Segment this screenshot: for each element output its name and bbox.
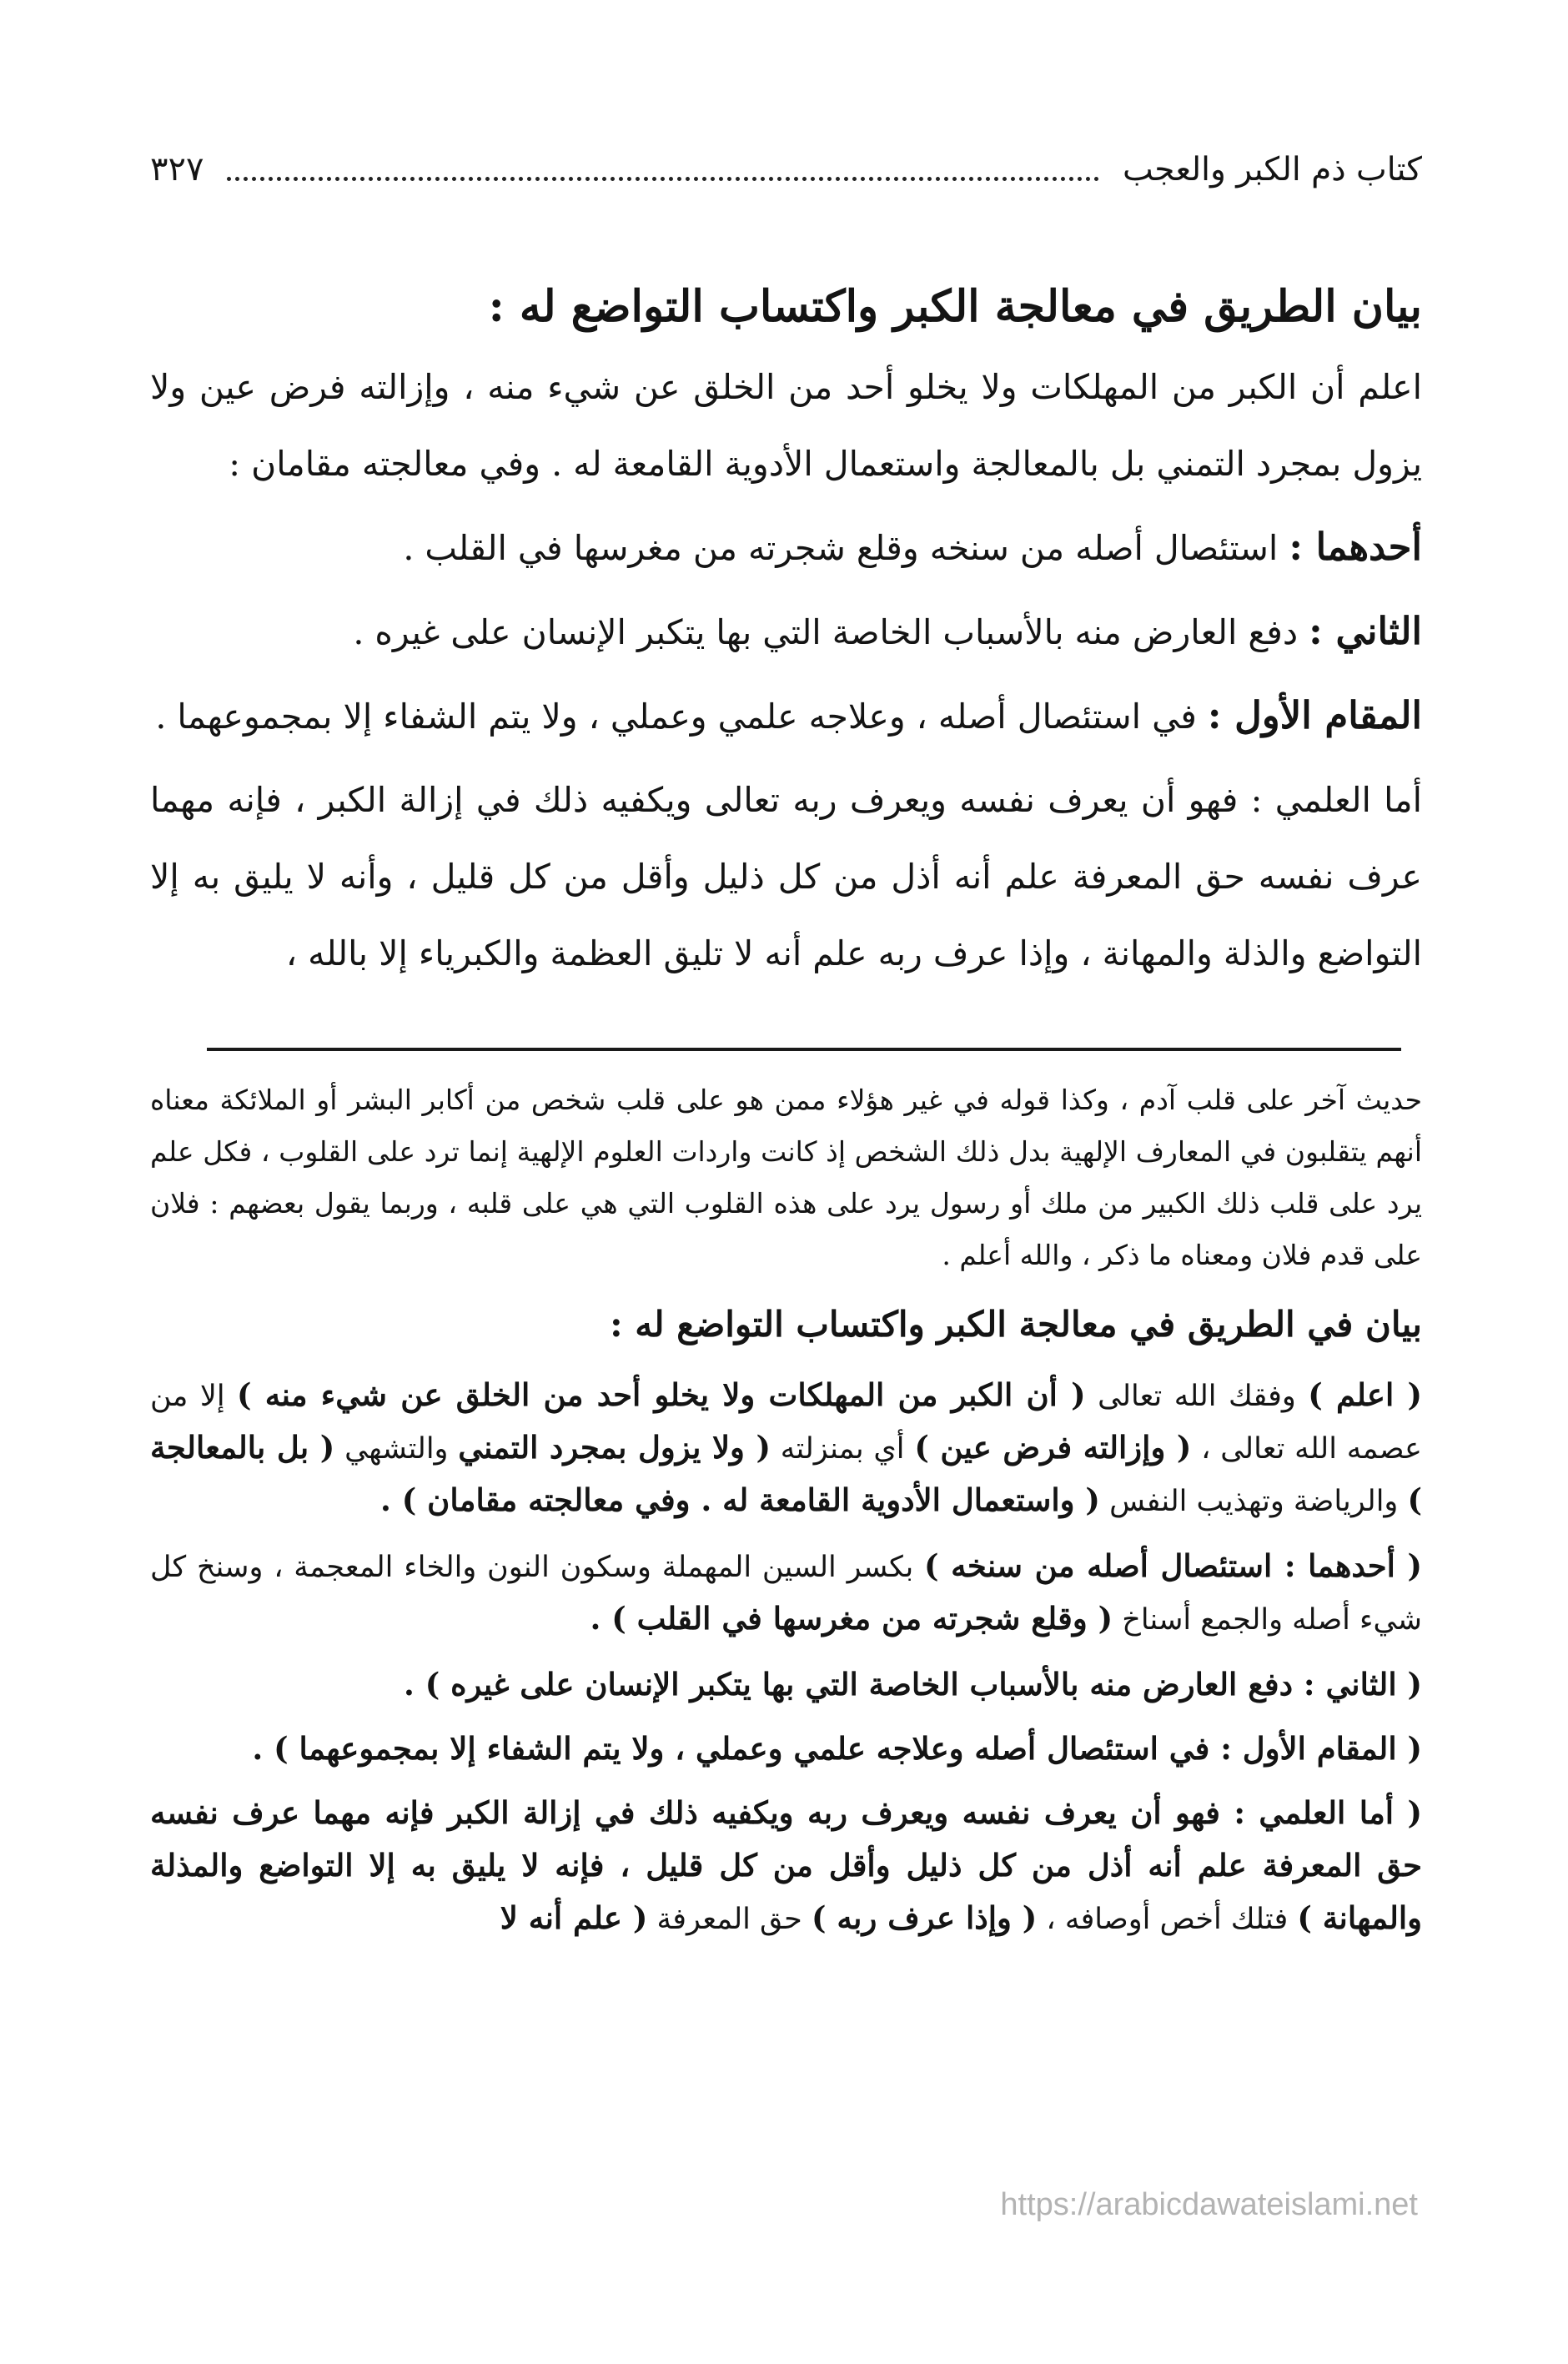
commentary-paragraph-1	[150, 1370, 1422, 1527]
quoted-text: ( وإزالته فرض عين )	[914, 1429, 1192, 1466]
commentary-text: أي بمنزلته	[780, 1432, 905, 1466]
header-leader-dots	[227, 177, 1099, 181]
quoted-text: ( وإذا عرف ربه )	[811, 1899, 1038, 1936]
section-heading: بيان الطريق في معالجة الكبر واكتساب التواضع له :	[488, 281, 1422, 332]
quoted-text: ( بل بالمعالجة )	[150, 1429, 1422, 1518]
quoted-text: ( أما العلمي : فهو أن يعرف نفسه ويعرف ربه ويكفيه ذلك في إزالة الكبر فإنه مهما عرف نفسه حق المعرفة علم أنه أذل من كل ذليل وأقل من كل قليل ، فإنه لا يليق به إلا التواضع والمذلة والمهانة )	[150, 1794, 1422, 1936]
commentary-text: إلا من عصمه الله تعالى ،	[150, 1380, 1422, 1466]
watermark-url: https://arabicdawateislami.net	[1000, 2187, 1418, 2222]
quoted-text: ( أن الكبر من المهلكات ولا يخلو أحد من الخلق عن شيء منه )	[237, 1376, 1086, 1413]
commentary-heading: بيان في الطريق في معالجة الكبر واكتساب التواضع له :	[610, 1304, 1422, 1345]
commentary-paragraph-5	[150, 1788, 1422, 1945]
quoted-text: ( واستعمال الأدوية القامعة له . وفي معالجته مقامان ) .	[380, 1481, 1100, 1518]
commentary-text: حق المعرفة	[656, 1903, 802, 1936]
commentary	[150, 1074, 1422, 1959]
commentary-text: بكسر السين المهملة وسكون النون والخاء المعجمة ، وسنخ كل شيء أصله والجمع أسناخ	[150, 1551, 1422, 1637]
footnote: حديث آخر على قلب آدم ، وكذا قوله في غير هؤلاء ممن هو على قلب شخص من أكابر البشر أو الملائكة معناه أنهم يتقلبون في المعارف الإلهية بدل ذلك الشخص إذ كانت واردات العلوم الإلهية إنما ترد على القلوب ، فكل علم يرد على قلب ذلك الكبير من ملك أو رسول يرد على هذه القلوب التي هي على قلبه ، وربما يقول بعضهم : فلان على قدم فلان ومعناه ما ذكر ، والله أعلم .	[150, 1084, 1422, 1271]
header-title: كتاب ذم الكبر والعجب	[1122, 150, 1422, 189]
quoted-text: ( أحدهما : استئصال أصله من سنخه )	[924, 1547, 1422, 1584]
commentary-text: فتلك أخص أوصافه ،	[1046, 1903, 1289, 1936]
quoted-text: ( ولا يزول بمجرد التمني	[458, 1429, 771, 1466]
quoted-text: ( وقلع شجرته من مغرسها في القلب ) .	[590, 1600, 1113, 1637]
quoted-text: ( اعلم )	[1308, 1376, 1422, 1413]
commentary-paragraph-2	[150, 1541, 1422, 1646]
paragraph-intro: اعلم أن الكبر من المهلكات ولا يخلو أحد من الخلق عن شيء منه ، وإزالته فرض عين ولا يزول بمجرد التمني بل بالمعالجة واستعمال الأدوية القامعة له . وفي معالجته مقامان :	[150, 367, 1422, 484]
label-first: أحدهما :	[1289, 525, 1422, 569]
separator-line	[207, 1048, 1401, 1051]
commentary-paragraph-3: ( الثاني : دفع العارض منه بالأسباب الخاصة التي بها يتكبر الإنسان على غيره ) .	[403, 1666, 1422, 1703]
text-first-maqam: في استئصال أصله ، وعلاجه علمي وعملي ، ولا يتم الشفاء إلا بمجموعهما .	[155, 697, 1197, 737]
commentary-text: والتشهي	[344, 1432, 449, 1466]
commentary-text: وفقك الله تعالى	[1098, 1380, 1296, 1413]
paragraph-second-station	[150, 593, 1422, 671]
paragraph-knowledge: أما العلمي : فهو أن يعرف نفسه ويعرف ربه تعالى ويكفيه ذلك في إزالة الكبر ، فإنه مهما عرف نفسه حق المعرفة علم أنه أذل من كل ذليل وأقل من كل قليل ، وأنه لا يليق به إلا التواضع والذلة والمهانة ، وإذا عرف ربه علم أنه لا تليق العظمة والكبرياء إلا بالله ،	[150, 780, 1422, 973]
commentary-paragraph-4: ( المقام الأول : في استئصال أصله وعلاجه علمي وعملي ، ولا يتم الشفاء إلا بمجموعهما ) .	[252, 1730, 1422, 1767]
commentary-text: والرياضة وتهذيب النفس	[1109, 1485, 1399, 1518]
paragraph-first-station	[150, 509, 1422, 586]
running-header	[150, 140, 1422, 199]
text-second: دفع العارض منه بالأسباب الخاصة التي بها يتكبر الإنسان على غيره .	[353, 612, 1299, 652]
label-first-maqam: المقام الأول :	[1207, 693, 1422, 737]
page-number: ٣٢٧	[150, 150, 204, 189]
paragraph-first-maqam	[150, 677, 1422, 755]
main-text	[150, 265, 1422, 992]
label-second: الثاني :	[1309, 609, 1422, 653]
text-first: استئصال أصله من سنخه وقلع شجرته من مغرسها في القلب .	[403, 528, 1279, 568]
quoted-text: ( علم أنه لا	[500, 1899, 648, 1936]
